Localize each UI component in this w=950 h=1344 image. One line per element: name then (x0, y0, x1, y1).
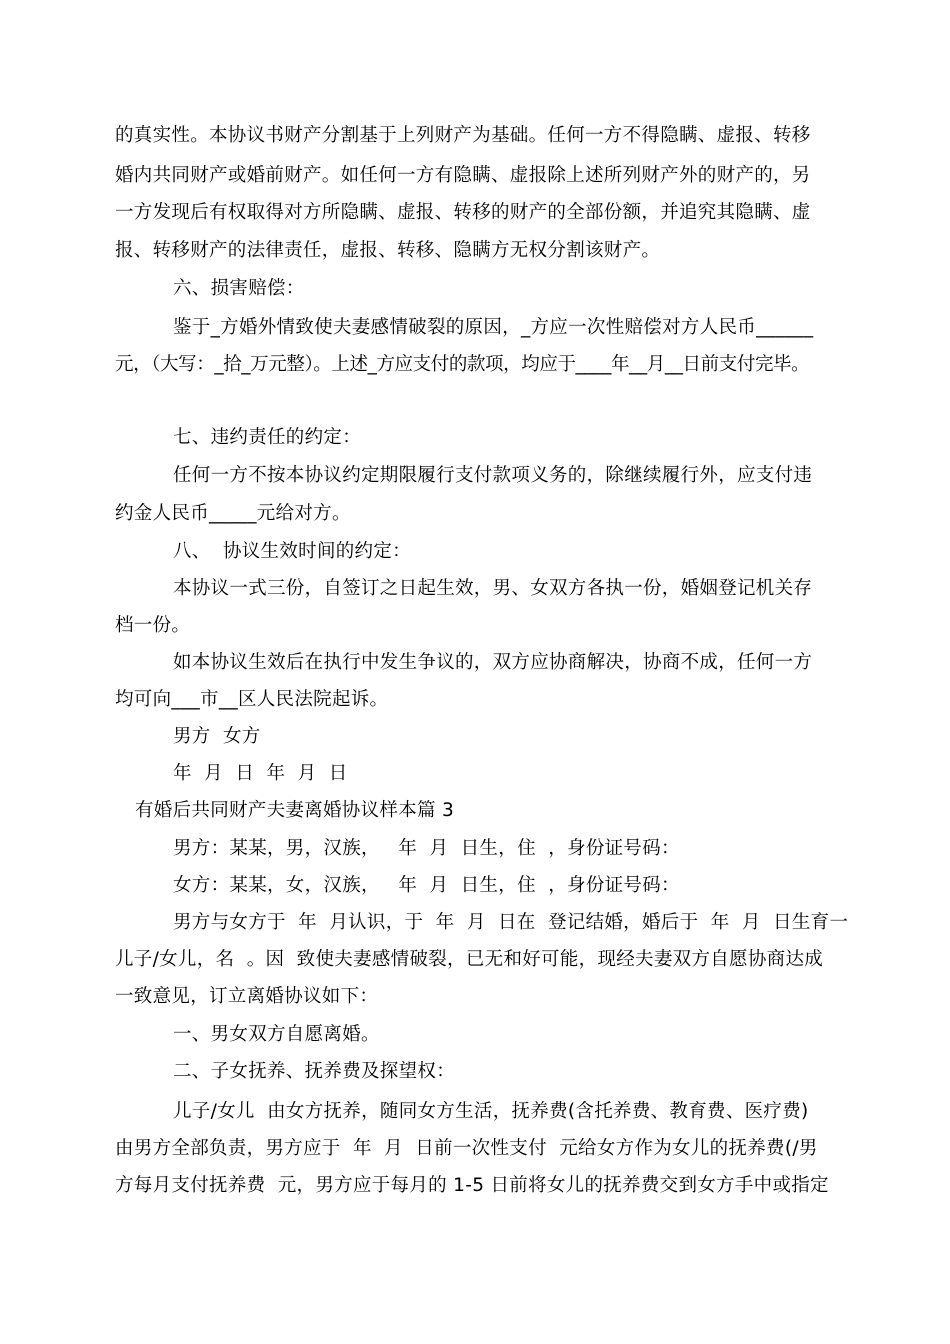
text-line: 任何一方不按本协议约定期限履行支付款项义务的，除继续履行外，应支付违 (173, 465, 813, 486)
section-heading: 七、违约责任的约定： (173, 427, 362, 448)
text-line: 档一份。 (115, 615, 191, 636)
text-line: 的真实性。本协议书财产分割基于上列财产为基础。任何一方不得隐瞒、虚报、转移 (115, 125, 811, 146)
section-heading: 一、男女双方自愿离婚。 (173, 1024, 380, 1045)
text-line: 约金人民币_____元给对方。 (115, 503, 351, 524)
text-line: 男方：某某，男，汉族， 年 月 日生，住 ，身份证号码： (173, 838, 680, 859)
text-line: 方每月支付抚养费 元，男方应于每月的 1-5 日前将女儿的抚养费交到女方手中或指定 (115, 1175, 829, 1196)
text-line: 儿子/女儿 由女方抚养，随同女方生活，抚养费(含托养费、教育费、医疗费) (173, 1101, 809, 1122)
text-line: 由男方全部负责，男方应于 年 月 日前一次性支付 元给女方作为女儿的抚养费(/男 (115, 1138, 818, 1159)
text-line: 女方：某某，女，汉族， 年 月 日生，住 ，身份证号码： (173, 875, 680, 896)
document-title: 有婚后共同财产夫妻离婚协议样本篇 3 (135, 800, 455, 821)
text-line: 男方与女方于 年 月认识，于 年 月 日在 登记结婚，婚后于 年 月 日生育一 (173, 912, 849, 933)
section-heading: 二、子女抚养、抚养费及探望权： (173, 1061, 456, 1082)
text-line: 本协议一式三份，自签订之日起生效，男、女双方各执一份，婚姻登记机关存 (173, 578, 813, 599)
signature-dates: 年 月 日 年 月 日 (173, 763, 348, 784)
text-line: 鉴于_方婚外情致使夫妻感情破裂的原因，_方应一次性赔偿对方人民币______ (173, 317, 814, 338)
text-line: 婚内共同财产或婚前财产。如任何一方有隐瞒、虚报除上述所列财产外的财产的，另 (115, 165, 811, 186)
text-line: 如本协议生效后在执行中发生争议的，双方应协商解决，协商不成，任何一方 (173, 652, 813, 673)
signature-labels: 男方 女方 (173, 726, 261, 747)
section-heading: 六、损害赔偿： (173, 278, 305, 299)
text-line: 元，（大写：_拾_万元整）。上述_方应支付的款项，均应于____年__月__日前支付完毕。 (115, 354, 810, 375)
text-line: 报、转移财产的法律责任，虚报、转移、隐瞒方无权分割该财产。 (115, 240, 661, 261)
text-line: 儿子/女儿，名 。因 致使夫妻感情破裂，已无和好可能，现经夫妻双方自愿协商达成 (115, 949, 824, 970)
section-heading: 八、 协议生效时间的约定： (173, 541, 411, 562)
text-line: 一致意见，订立离婚协议如下： (115, 986, 379, 1007)
text-line: 一方发现后有权取得对方所隐瞒、虚报、转移的财产的全部份额，并追究其隐瞒、虚 (115, 202, 811, 223)
text-line: 均可向___市__区人民法院起诉。 (115, 689, 389, 710)
